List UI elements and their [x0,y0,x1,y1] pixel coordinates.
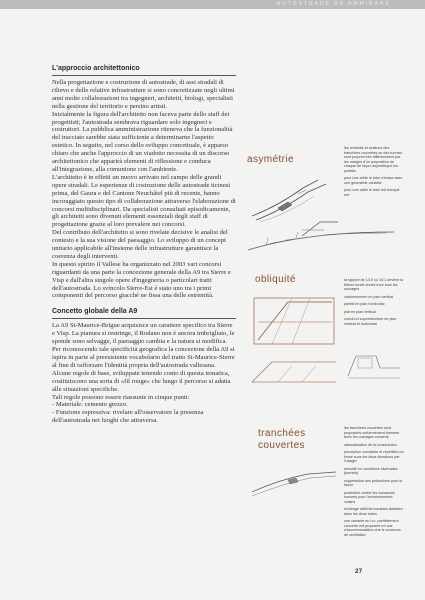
figure-notes [344,426,404,540]
figure-note: pour une arête le tube s'évase avec une géométrie variable [344,176,403,185]
paragraph: - Funzione espressiva: rivelare all'osservatore la presenza dell'autostrada nei luoghi che attraversa. [52,409,204,425]
paragraph: Nella progettazione e costruzione di autostrade, di assi stradali di rilievo e delle relative infrastrutture si sono concretizzate negli ultimi anni molte collaborazioni tra ingegneri, architetti, biologi, specialisti nella gestione del territorio e persino artisti. [52,79,235,110]
figure-note: conclu et superstructure en plan vertical et horizontal [344,317,397,326]
main-text-column [52,64,236,425]
perspective-sketch [246,228,396,252]
paragraph: L'architetto è in effetti un nuovo arrivato nel campo delle grandi opere stradali. Le esperienze di costruzione delle autostrade ticinesi prima, del Gaura e del Cantone Neuchâtel più di recente, hanno incoraggiato questo tipo di collaborazione attraverso l'elaborazione di concorsi multidisciplinari. Da specialisti consultati episodicamente, gli architetti sono divenuti elementi essenziali degli staff di progettazione grazie al loro prevalere nei concorsi. [52,173,236,229]
section-title: Concetto globale della A9 [52,308,138,316]
section-sketch [346,346,402,382]
figure-note: éclairage artificiel constant aléatoire dans les deux tubes [344,507,403,516]
paragraph: Alcune regole di base, sviluppate tenendo conto di questa tematica, costituiscono una sorta di «fil rouge» che lungo il percorso si adatta alle situazioni specifiche. [52,369,231,393]
paragraph: Tali regole possono essere riassunte in cinque punti: [52,393,190,401]
figure-note: les remblais et sections des tranchées couvertes ou des tunnels sont propres très différemment par les marges d'un proposition de chaque de façon asymétrique les portails [344,146,403,173]
figure-note: protection contre les nuisances sonores pour l'environnement voisins [344,490,395,504]
figure-title: tranchées couvertes [258,428,306,451]
obliquity-sketch-2 [248,356,340,386]
figure-note: pour une caille le tube est tronqué net [344,188,400,197]
figure-note: suppression des protections pour la faune [344,478,403,487]
paragraph: - Materiale: cemento grezzo. [52,401,128,409]
figure-title: obliquité [255,274,296,285]
figure-note: sécurité en conditions hivernales (tunnels) [344,466,398,475]
figure-note: cantonnement en plan vertical [344,294,394,299]
figure-note: la rapport de 1/10 ou 10:1 devient la thème fondé chutent sur tous les ouvrages [344,278,404,291]
covered-trench-sketch [248,462,340,498]
running-head: AUTOSTRADE DA AMMIRARE [276,1,391,7]
figure-note: parfait en plan horizontal [344,302,385,306]
figure-title: asymétrie [247,154,294,165]
figure-notes [344,146,404,200]
figure-note: plat en plan vertical [344,309,376,314]
section-title: L'approccio architettonico [52,65,140,72]
paragraph: La A9 St-Maurice-Brigue acquisisce un carattere specifico tra Sierre e Visp. La pianura si restringe, il Rodano non è ancora imbrigliato, le sponde sono selvagge, il paesaggio cambia e la natura si modifica. [52,322,235,346]
figure-note: rationalisation de la construction [344,442,397,447]
section-rule [52,318,236,319]
figure-note: une variante en h.c. partiellement couverte est proposée en vue d'accommodation vers le concours de ventilation [344,519,401,537]
section-rule [52,75,236,76]
figure-note: perception constante et répétition du fossé sous les deux directions par l'usager [344,450,404,463]
figure-note: les tranchées couvertes sont proposées uniformément formées avec les ouvrages couverts [344,426,400,439]
paragraph: Inizialmente la figura dell'architetto non faceva parte dello staff dei progettisti; l'autostrada sembrava riguardare solo ingegneri e costruttori. La pubblica amministrazione riteneva che la funzionalità del tracciato sarebbe stata sufficiente a determinarne l'aspetto estetico. In seguito, nel corso dello sviluppo concettuale, è apparso chiaro che anche l'approccio di un viadotto necessita di un discorso architettonico che apparirà elementi di riflessione e conduca all'integrazione, alla comunione con l'ambiente. [52,110,233,173]
paragraph: In questo spirito il Vallese ha organizzato nel 2003 vari concorsi riguardanti da una parte la concezione generale della A9 tra Sierre e Visp e dall'altra singole opere d'ingegneria o particolari tratti dell'autostrada. Lo svincolo Sierre-Est è stato uno tra i primi componenti del percorso giacché ne fissa una delle estremità. [52,260,231,300]
obliquity-sketch [248,292,340,352]
paragraph: Per riconoscendo tale specificità geografica la concezione della A9 si ispira in parte al preesistente vocabolario del tratto St-Maurice-Sierre al fine di rafforzare l'identità propria dell'autostrada vallesana. [52,346,235,369]
section-architectural-approach [52,64,236,300]
section-global-concept [52,307,236,425]
page-number: 27 [355,568,363,575]
figure-notes [344,278,404,329]
paragraph: Del contributo dell'architetto si sono rivelate decisive le analisi del contesto e la sua visione del paesaggio. Lo sviluppo di un concept unitario applicabile all'insieme delle infrastrutture garantisce la coerenza degli interventi. [52,229,228,260]
